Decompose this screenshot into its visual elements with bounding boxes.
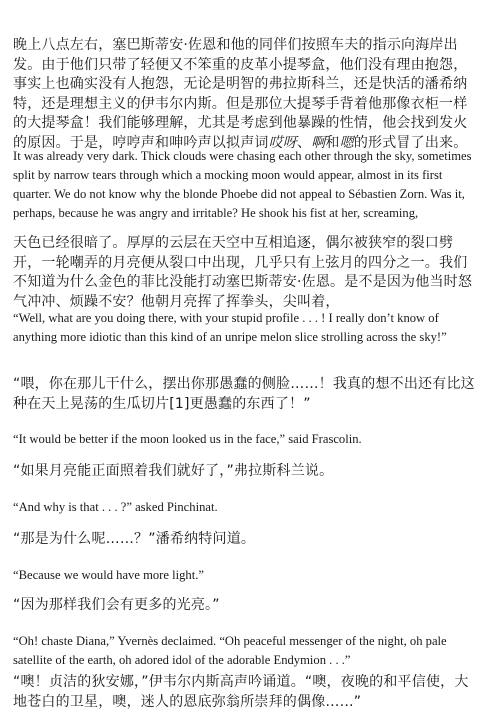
paragraph-en-5: “Because we would have more light.” xyxy=(13,568,204,582)
paragraph-zh-7: “噢！贞洁的狄安娜，”伊韦尔内斯高声吟诵道。“噢，夜晚的和平信使，大地苍白的卫星，噢，迷人的恩底弥翁所崇拜的偶像……” xyxy=(13,674,469,710)
paragraph-en-4: “And why is that . . . ?” asked Pinchinat. xyxy=(13,500,218,514)
paragraph-zh-1: 晚上八点左右，塞巴斯蒂安·佐恩和他的同伴们按照车夫的指示向海岸出发。由于他们只带了轻便又不笨重的皮革小提琴盒，他们没有理由抱怨，事实上也确实没有人抱怨，无论是明智的弗拉斯科兰，还是快活的潘希纳特，还是理想主义的伊韦尔内斯。但是那位大提琴手背着他那像衣柜一样的大提琴盒！我们能够理解，尤其是考虑到他暴躁的性情，他会找到发火的原因。于是，哼哼声和呻吟声以拟声词哎呀、啊和嗯的形式冒了出来。 xyxy=(13,37,468,151)
paragraph-zh-4: “如果月亮能正面照着我们就好了，”弗拉斯科兰说。 xyxy=(13,463,334,479)
paragraph-zh-3: “喂，你在那儿干什么，摆出你那愚蠢的侧脸……！我真的想不出还有比这种在天上晃荡的生瓜切片[1]更愚蠢的东西了！” xyxy=(13,376,475,412)
paragraph-en-2: “Well, what are you doing there, with your stupid profile . . . ! I really don’t know of anything more idiotic than this kind of an unripe melon slice strolling across the sky!” xyxy=(13,311,447,344)
paragraph-en-3: “It would be better if the moon looked us in the face,” said Frascolin. xyxy=(13,432,362,446)
paragraph-zh-2: 天色已经很暗了。厚厚的云层在天空中互相追逐，偶尔被狭窄的裂口劈开，一轮嘲弄的月亮便从裂口中出现，几乎只有上弦月的四分之一。我们不知道为什么金色的菲比没能打动塞巴斯蒂安·佐恩。是不是因为他当时怒气冲冲、烦躁不安？他朝月亮挥了挥拳头，尖叫着， xyxy=(13,235,473,310)
paragraph-zh-5: “那是为什么呢……？”潘希纳特问道。 xyxy=(13,531,256,547)
paragraph-en-1: It was already very dark. Thick clouds were chasing each other through the sky, sometimes split by narrow tears through which a mocking moon would appear, almost in its first quarter. We do not know why the blonde Phoebe did not appeal to Sébastien Zorn. Was it, perhaps, because he was angry and irritable? He shook his fist at her, screaming, xyxy=(13,149,472,220)
paragraph-zh-6: “因为那样我们会有更多的光亮。” xyxy=(13,597,220,613)
paragraph-en-6: “Oh! chaste Diana,” Yvernès declaimed. “Oh peaceful messenger of the night, oh pale satellite of the earth, oh adored idol of the adorable Endymion . . .” xyxy=(13,634,447,667)
